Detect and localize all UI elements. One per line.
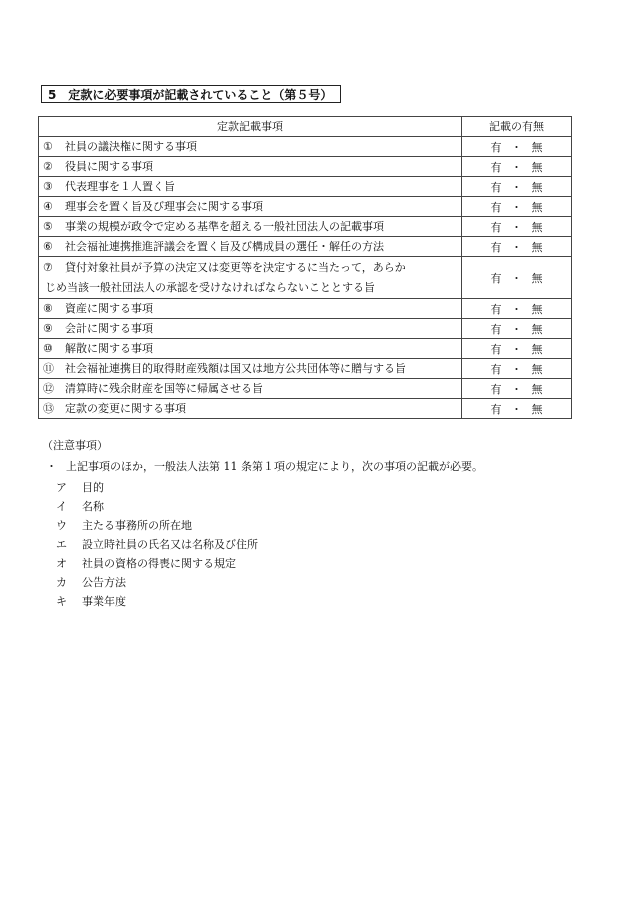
table-row <box>39 339 572 359</box>
item-cell <box>39 319 462 339</box>
item-text-line2: じめ当該一般社団法人の承認を受けなければならないこととする旨 <box>45 280 375 294</box>
table-row <box>39 237 572 257</box>
item-text: 会計に関する事項 <box>65 322 153 335</box>
separator-dot: ・ <box>511 240 522 254</box>
item-text: 代表理事を１人置く旨 <box>65 180 175 193</box>
list-item-text: 社員の資格の得喪に関する規定 <box>82 557 236 570</box>
yes-option[interactable]: 有 <box>490 382 502 396</box>
item-text: 役員に関する事項 <box>65 160 153 173</box>
list-item-marker: イ <box>56 500 67 513</box>
list-item-text: 設立時社員の氏名又は名称及び住所 <box>82 538 258 551</box>
item-cell <box>39 177 462 197</box>
item-cell <box>39 217 462 237</box>
separator-dot: ・ <box>511 140 522 154</box>
no-option[interactable]: 無 <box>531 220 543 234</box>
separator-dot: ・ <box>511 322 522 336</box>
table-row <box>39 137 572 157</box>
presence-check-cell[interactable] <box>462 257 572 299</box>
yes-option[interactable]: 有 <box>490 402 502 416</box>
item-number: ⑤ <box>43 220 53 233</box>
table-row <box>39 197 572 217</box>
notes-heading: （注意事項） <box>42 439 108 452</box>
separator-dot: ・ <box>511 402 522 416</box>
separator-dot: ・ <box>511 200 522 214</box>
section-title <box>41 85 341 103</box>
presence-check-cell[interactable] <box>462 319 572 339</box>
separator-dot: ・ <box>511 382 522 396</box>
list-item-marker: カ <box>56 576 67 589</box>
item-number: ③ <box>43 180 53 193</box>
table-row <box>39 379 572 399</box>
item-number: ⑦ <box>43 260 53 274</box>
table-row <box>39 399 572 419</box>
list-item <box>56 497 580 516</box>
item-cell <box>39 399 462 419</box>
list-item <box>56 573 580 592</box>
list-item <box>56 554 580 573</box>
yes-option[interactable]: 有 <box>490 240 502 254</box>
notes-text: 上記事項のほか，一般法人法第 11 条第１項の規定により，次の事項の記載が必要。 <box>66 460 483 473</box>
presence-check-cell[interactable] <box>462 299 572 319</box>
list-item <box>56 592 580 611</box>
list-item-marker: ア <box>56 481 67 494</box>
presence-check-cell[interactable] <box>462 399 572 419</box>
no-option[interactable]: 無 <box>531 302 543 316</box>
yes-option[interactable]: 有 <box>490 322 502 336</box>
item-text: 社会福祉連携目的取得財産残額は国又は地方公共団体等に贈与する旨 <box>65 362 406 375</box>
no-option[interactable]: 無 <box>531 362 543 376</box>
table-body <box>39 137 572 419</box>
item-text: 定款の変更に関する事項 <box>65 402 186 415</box>
yes-option[interactable]: 有 <box>490 302 502 316</box>
item-text: 資産に関する事項 <box>65 302 153 315</box>
table-row <box>39 177 572 197</box>
presence-check-cell[interactable] <box>462 137 572 157</box>
item-text: 理事会を置く旨及び理事会に関する事項 <box>65 200 263 213</box>
item-text: 社会福祉連携推進評議会を置く旨及び構成員の選任・解任の方法 <box>65 240 384 253</box>
list-item-text: 事業年度 <box>82 595 126 608</box>
item-number: ⑨ <box>43 322 53 335</box>
item-cell <box>39 339 462 359</box>
item-cell <box>39 299 462 319</box>
bullet-mark: ・ <box>46 460 57 473</box>
item-text: 事業の規模が政令で定める基準を超える一般社団法人の記載事項 <box>65 220 384 233</box>
table-header-row <box>39 117 572 137</box>
item-cell <box>39 197 462 217</box>
section-number: 5 <box>48 88 57 102</box>
table-row <box>39 359 572 379</box>
item-text: 貸付対象社員が予算の決定又は変更等を決定するに当たって，あらか <box>65 260 406 274</box>
presence-check-cell[interactable] <box>462 379 572 399</box>
header-item: 定款記載事項 <box>39 117 462 137</box>
item-cell <box>39 359 462 379</box>
no-option[interactable]: 無 <box>531 322 543 336</box>
no-option[interactable]: 無 <box>531 382 543 396</box>
separator-dot: ・ <box>511 342 522 356</box>
list-item-marker: オ <box>56 557 67 570</box>
no-option[interactable]: 無 <box>531 271 543 285</box>
no-option[interactable]: 無 <box>531 402 543 416</box>
separator-dot: ・ <box>511 362 522 376</box>
item-number: ④ <box>43 200 53 213</box>
list-item-marker: キ <box>56 595 67 608</box>
yes-option[interactable]: 有 <box>490 362 502 376</box>
yes-option[interactable]: 有 <box>490 160 502 174</box>
yes-option[interactable]: 有 <box>490 140 502 154</box>
presence-check-cell[interactable] <box>462 359 572 379</box>
list-item <box>56 535 580 554</box>
presence-check-cell[interactable] <box>462 177 572 197</box>
separator-dot: ・ <box>511 302 522 316</box>
presence-check-cell[interactable] <box>462 237 572 257</box>
item-number: ⑧ <box>43 302 53 315</box>
item-number: ⑥ <box>43 240 53 253</box>
notes-section <box>40 436 580 611</box>
list-item <box>56 478 580 497</box>
list-item-text: 公告方法 <box>82 576 126 589</box>
separator-dot: ・ <box>511 220 522 234</box>
no-option[interactable]: 無 <box>531 160 543 174</box>
list-item-text: 主たる事務所の所在地 <box>82 519 192 532</box>
no-option[interactable]: 無 <box>531 180 543 194</box>
table-row <box>39 299 572 319</box>
item-number: ⑩ <box>43 342 53 355</box>
separator-dot: ・ <box>511 160 522 174</box>
yes-option[interactable]: 有 <box>490 200 502 214</box>
item-number: ⑫ <box>43 382 54 395</box>
presence-check-cell[interactable] <box>462 217 572 237</box>
list-item-text: 目的 <box>82 481 104 494</box>
list-item <box>56 516 580 535</box>
requirements-table <box>38 116 572 419</box>
table-row <box>39 157 572 177</box>
table-row <box>39 319 572 339</box>
item-cell <box>39 157 462 177</box>
item-text: 解散に関する事項 <box>65 342 153 355</box>
yes-option[interactable]: 有 <box>490 220 502 234</box>
item-text: 清算時に残余財産を国等に帰属させる旨 <box>65 382 263 395</box>
list-item-marker: ウ <box>56 519 67 532</box>
item-number: ① <box>43 140 53 153</box>
no-option[interactable]: 無 <box>531 342 543 356</box>
item-number: ⑬ <box>43 402 54 415</box>
notes-item-list <box>40 478 580 611</box>
item-cell <box>39 257 462 299</box>
presence-check-cell[interactable] <box>462 197 572 217</box>
item-number: ⑪ <box>43 362 54 375</box>
separator-dot: ・ <box>511 180 522 194</box>
yes-option[interactable]: 有 <box>490 342 502 356</box>
list-item-text: 名称 <box>82 500 104 513</box>
yes-option[interactable]: 有 <box>490 271 502 285</box>
no-option[interactable]: 無 <box>531 200 543 214</box>
list-item-marker: エ <box>56 538 67 551</box>
no-option[interactable]: 無 <box>531 140 543 154</box>
presence-check-cell[interactable] <box>462 157 572 177</box>
item-text: 社員の議決権に関する事項 <box>65 140 197 153</box>
section-title-text: 定款に必要事項が記載されていること（第５号） <box>68 88 333 102</box>
item-cell <box>39 237 462 257</box>
table-row <box>39 257 572 299</box>
separator-dot: ・ <box>511 271 522 285</box>
yes-option[interactable]: 有 <box>490 180 502 194</box>
header-check: 記載の有無 <box>462 117 572 137</box>
no-option[interactable]: 無 <box>531 240 543 254</box>
table-row <box>39 217 572 237</box>
notes-bullet-line <box>40 456 580 478</box>
item-cell <box>39 379 462 399</box>
item-cell <box>39 137 462 157</box>
item-number: ② <box>43 160 53 173</box>
presence-check-cell[interactable] <box>462 339 572 359</box>
